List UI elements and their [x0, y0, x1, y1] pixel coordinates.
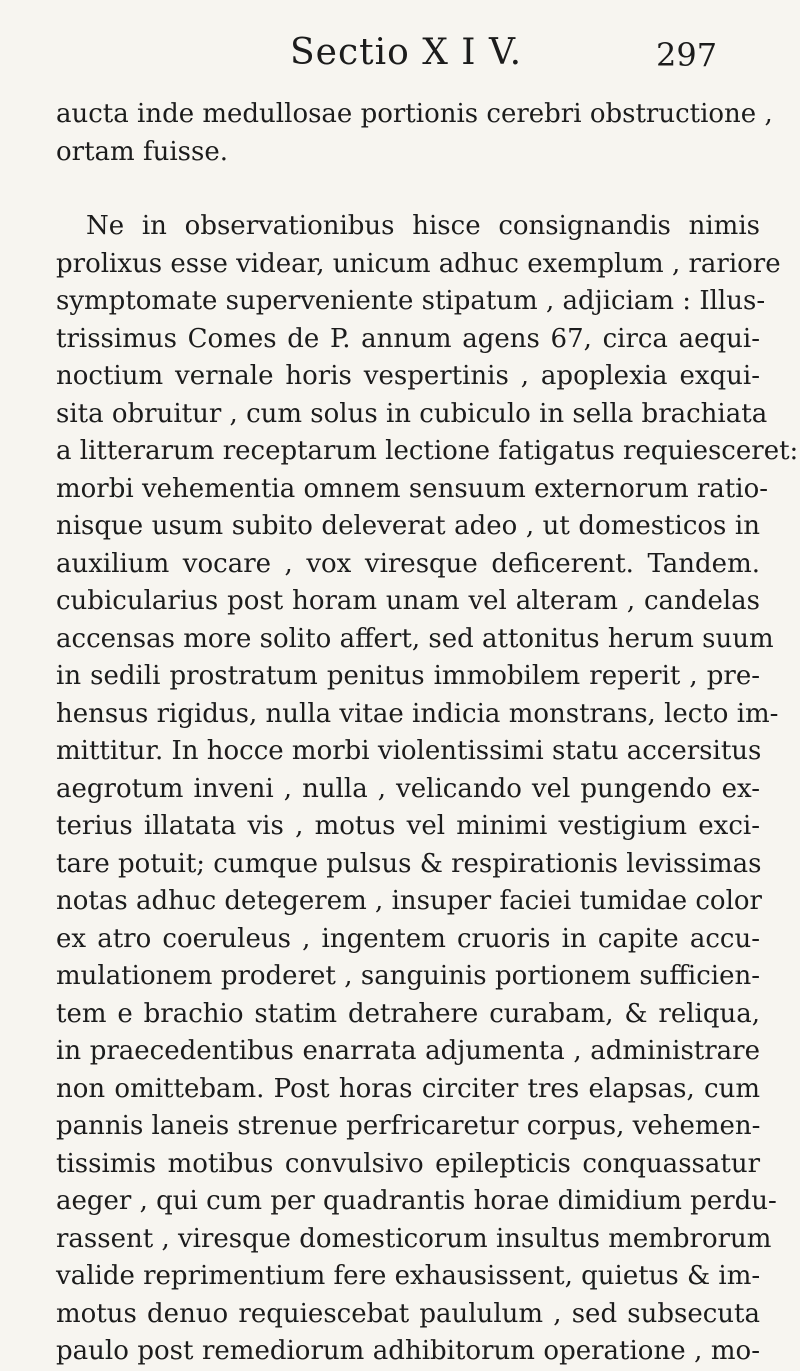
- text-line: trissimus Comes de P. annum agens 67, circa aequi-: [56, 323, 760, 354]
- text-line: in praecedentibus enarrata adjumenta , administrare: [56, 1036, 760, 1066]
- text-line: notas adhuc detegerem , insuper faciei tumidae color: [56, 886, 762, 916]
- text-line: morbi vehementia omnem sensuum externorum ratio-: [56, 473, 769, 504]
- text-line: sita obruitur , cum solus in cubiculo in sella brachiata: [56, 398, 768, 429]
- text-line: valide reprimentium fere exhausissent, quietus & im-: [56, 1261, 761, 1291]
- text-line: hensus rigidus, nulla vitae indicia monstrans, lecto im-: [56, 698, 779, 729]
- text-line: ortam fuisse.: [56, 136, 228, 167]
- text-line: pannis laneis strenue perfricaretur corpus, vehemen-: [56, 1111, 761, 1141]
- text-line: a litterarum receptarum lectione fatigatus requiesceret:: [56, 436, 799, 466]
- text-line: tissimis motibus convulsivo epilepticis conquassatur: [56, 1148, 760, 1179]
- text-line: aeger , qui cum per quadrantis horae dimidium perdu-: [56, 1186, 777, 1216]
- text-line: paulo post remediorum adhibitorum operatione , mo-: [56, 1336, 760, 1366]
- text-line: mittitur. In hocce morbi violentissimi statu accersitus: [56, 736, 762, 766]
- text-line: non omittebam. Post horas circiter tres elapsas, cum: [56, 1073, 760, 1104]
- page-header: [0, 28, 800, 78]
- text-line: in sedili prostratum penitus immobilem reperit , pre-: [56, 661, 760, 691]
- text-line: terius illatata vis , motus vel minimi vestigium exci-: [56, 811, 760, 841]
- text-line: aegrotum inveni , nulla , velicando vel pungendo ex-: [56, 773, 760, 804]
- running-head: Sectio X I V.: [290, 32, 523, 73]
- text-line: cubicularius post horam unam vel alteram , candelas: [56, 586, 760, 616]
- text-line: mulationem proderet , sanguinis portionem sufficien-: [56, 961, 760, 991]
- text-line: prolixus esse videar, unicum adhuc exemplum , rariore: [56, 248, 781, 279]
- text-line: noctium vernale horis vespertinis , apoplexia exqui-: [56, 361, 760, 391]
- text-line: symptomate superveniente stipatum , adjiciam : Illus-: [56, 286, 766, 316]
- body-text: [56, 96, 799, 1371]
- text-line: rassent , viresque domesticorum insultus membrorum: [56, 1223, 772, 1254]
- text-line: tem e brachio statim detrahere curabam, & reliqua,: [56, 998, 760, 1029]
- text-line: accensas more solito affert, sed attonitus herum suum: [56, 623, 774, 654]
- text-line: Ne in observationibus hisce consignandis nimis: [86, 211, 760, 241]
- text-line: motus denuo requiescebat paululum , sed subsecuta: [56, 1298, 760, 1329]
- text-line: aucta inde medullosae portionis cerebri obstructione ,: [56, 99, 773, 129]
- paragraph-gap: [56, 171, 760, 208]
- text-line: ex atro coeruleus , ingentem cruoris in capite accu-: [56, 923, 760, 954]
- text-line: auxilium vocare , vox viresque deficerent. Tandem.: [56, 548, 760, 579]
- text-line: nisque usum subito deleverat adeo , ut domesticos in: [56, 511, 760, 541]
- page-number: 297: [656, 36, 718, 74]
- text-line: tare potuit; cumque pulsus & respirationis levissimas: [56, 848, 762, 879]
